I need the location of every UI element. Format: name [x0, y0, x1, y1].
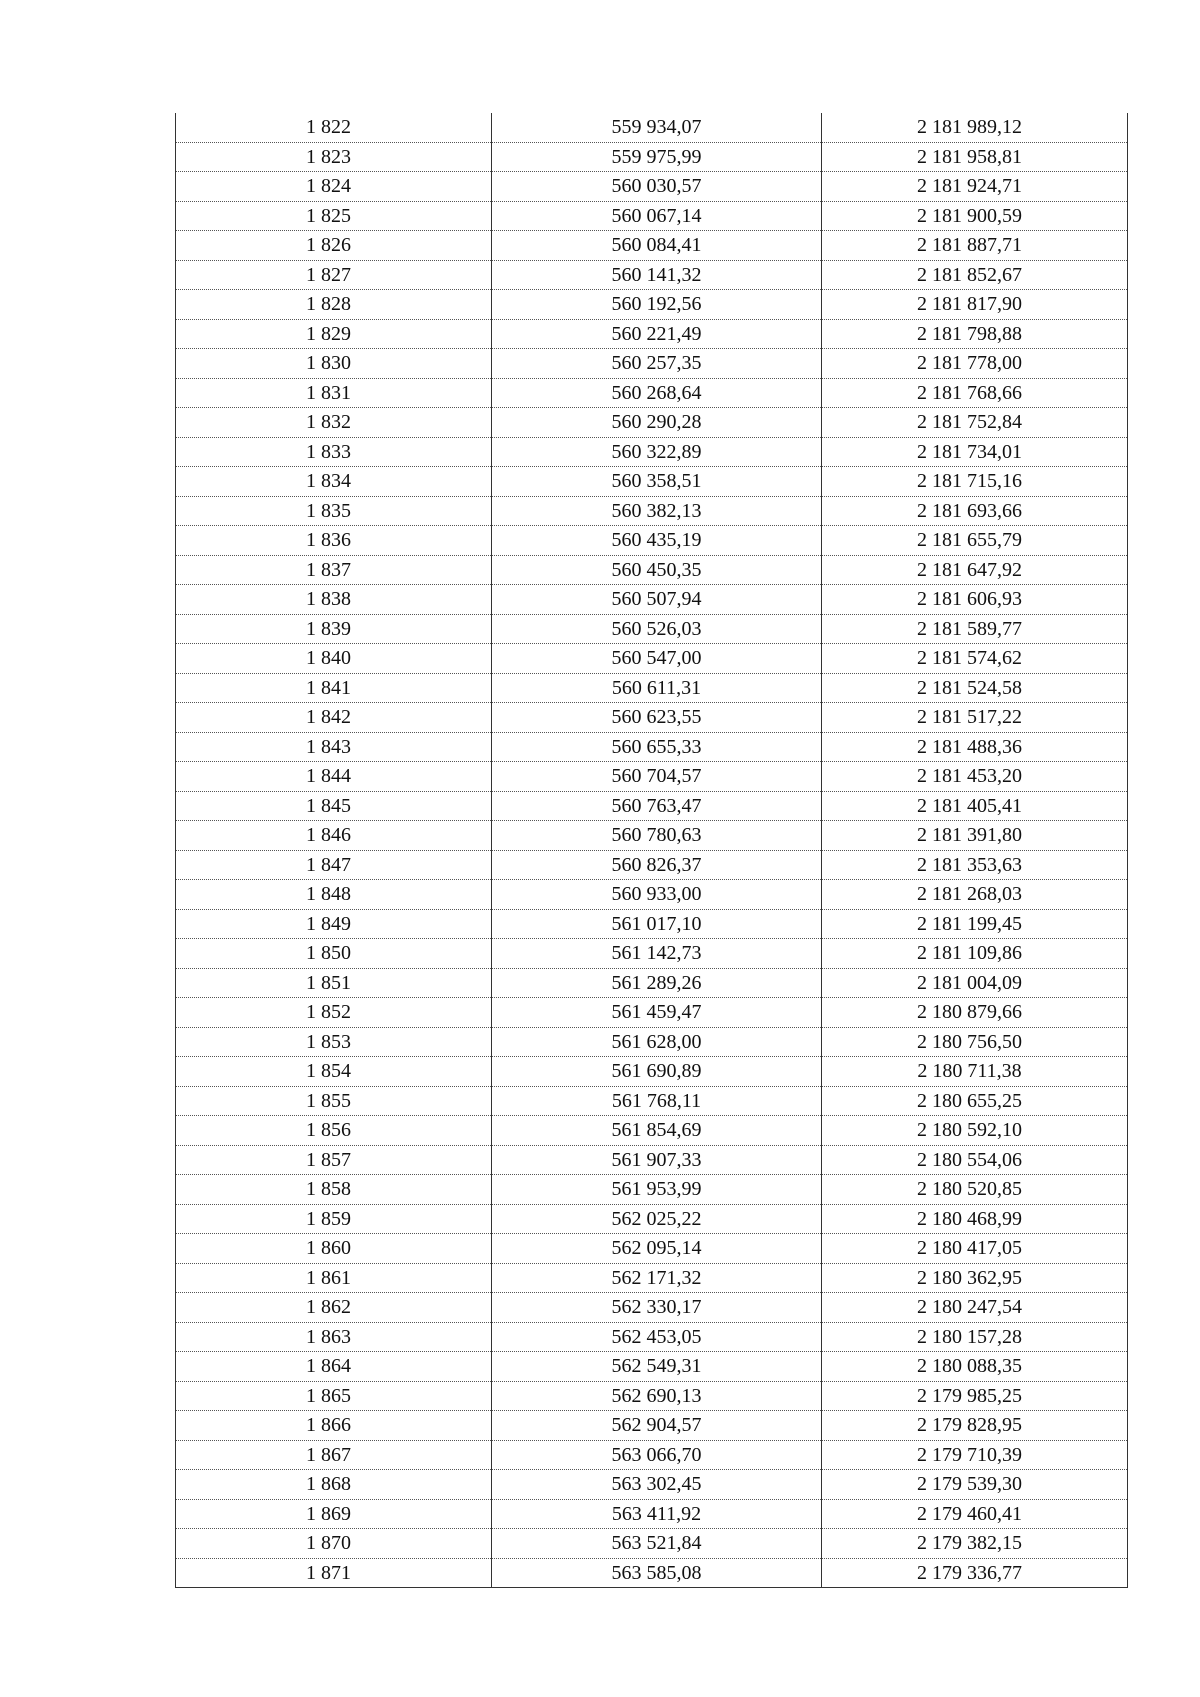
y-coordinate-cell: 2 181 268,03: [822, 880, 1128, 910]
table-row: [176, 172, 1128, 202]
y-coordinate-cell: 2 180 157,28: [822, 1322, 1128, 1352]
y-coordinate-cell: 2 179 460,41: [822, 1499, 1128, 1529]
y-coordinate-cell: 2 180 592,10: [822, 1116, 1128, 1146]
point-number-cell: 1 824: [176, 172, 492, 202]
y-coordinate-cell: 2 179 828,95: [822, 1411, 1128, 1441]
x-coordinate-cell: 560 655,33: [492, 732, 822, 762]
y-coordinate-cell: 2 181 798,88: [822, 319, 1128, 349]
y-coordinate-cell: 2 181 199,45: [822, 909, 1128, 939]
x-coordinate-cell: 560 826,37: [492, 850, 822, 880]
table-row: [176, 1411, 1128, 1441]
y-coordinate-cell: 2 181 391,80: [822, 821, 1128, 851]
table-row: [176, 1263, 1128, 1293]
x-coordinate-cell: 560 141,32: [492, 260, 822, 290]
point-number-cell: 1 845: [176, 791, 492, 821]
x-coordinate-cell: 560 358,51: [492, 467, 822, 497]
y-coordinate-cell: 2 181 004,09: [822, 968, 1128, 998]
y-coordinate-cell: 2 181 958,81: [822, 142, 1128, 172]
table-row: [176, 968, 1128, 998]
point-number-cell: 1 827: [176, 260, 492, 290]
table-row: [176, 260, 1128, 290]
x-coordinate-cell: 562 171,32: [492, 1263, 822, 1293]
table-row: [176, 1499, 1128, 1529]
point-number-cell: 1 855: [176, 1086, 492, 1116]
x-coordinate-cell: 562 904,57: [492, 1411, 822, 1441]
table-row: [176, 1440, 1128, 1470]
point-number-cell: 1 847: [176, 850, 492, 880]
point-number-cell: 1 869: [176, 1499, 492, 1529]
x-coordinate-cell: 561 142,73: [492, 939, 822, 969]
x-coordinate-cell: 560 450,35: [492, 555, 822, 585]
table-row: [176, 614, 1128, 644]
x-coordinate-cell: 560 547,00: [492, 644, 822, 674]
point-number-cell: 1 870: [176, 1529, 492, 1559]
y-coordinate-cell: 2 180 879,66: [822, 998, 1128, 1028]
table-row: [176, 998, 1128, 1028]
y-coordinate-cell: 2 180 711,38: [822, 1057, 1128, 1087]
point-number-cell: 1 850: [176, 939, 492, 969]
x-coordinate-cell: 563 521,84: [492, 1529, 822, 1559]
point-number-cell: 1 828: [176, 290, 492, 320]
table-row: [176, 467, 1128, 497]
table-row: [176, 1027, 1128, 1057]
table-row: [176, 319, 1128, 349]
point-number-cell: 1 863: [176, 1322, 492, 1352]
table-row: [176, 1175, 1128, 1205]
point-number-cell: 1 866: [176, 1411, 492, 1441]
table-row: [176, 850, 1128, 880]
table-row: [176, 231, 1128, 261]
y-coordinate-cell: 2 181 655,79: [822, 526, 1128, 556]
point-number-cell: 1 864: [176, 1352, 492, 1382]
x-coordinate-cell: 563 585,08: [492, 1558, 822, 1588]
point-number-cell: 1 844: [176, 762, 492, 792]
x-coordinate-cell: 561 907,33: [492, 1145, 822, 1175]
x-coordinate-cell: 561 854,69: [492, 1116, 822, 1146]
table-row: [176, 1352, 1128, 1382]
y-coordinate-cell: 2 180 417,05: [822, 1234, 1128, 1264]
y-coordinate-cell: 2 181 353,63: [822, 850, 1128, 880]
point-number-cell: 1 830: [176, 349, 492, 379]
y-coordinate-cell: 2 181 488,36: [822, 732, 1128, 762]
y-coordinate-cell: 2 181 852,67: [822, 260, 1128, 290]
y-coordinate-cell: 2 181 778,00: [822, 349, 1128, 379]
table-row: [176, 732, 1128, 762]
y-coordinate-cell: 2 181 524,58: [822, 673, 1128, 703]
point-number-cell: 1 834: [176, 467, 492, 497]
y-coordinate-cell: 2 180 362,95: [822, 1263, 1128, 1293]
table-row: [176, 1204, 1128, 1234]
x-coordinate-cell: 560 526,03: [492, 614, 822, 644]
x-coordinate-cell: 559 934,07: [492, 113, 822, 142]
x-coordinate-cell: 559 975,99: [492, 142, 822, 172]
table-row: [176, 644, 1128, 674]
point-number-cell: 1 831: [176, 378, 492, 408]
table-row: [176, 1322, 1128, 1352]
table-row: [176, 1293, 1128, 1323]
x-coordinate-cell: 560 623,55: [492, 703, 822, 733]
x-coordinate-cell: 560 322,89: [492, 437, 822, 467]
table-row: [176, 408, 1128, 438]
x-coordinate-cell: 560 763,47: [492, 791, 822, 821]
y-coordinate-cell: 2 179 710,39: [822, 1440, 1128, 1470]
point-number-cell: 1 837: [176, 555, 492, 585]
x-coordinate-cell: 562 025,22: [492, 1204, 822, 1234]
x-coordinate-cell: 560 268,64: [492, 378, 822, 408]
point-number-cell: 1 839: [176, 614, 492, 644]
table-row: [176, 437, 1128, 467]
table-row: [176, 791, 1128, 821]
x-coordinate-cell: 561 017,10: [492, 909, 822, 939]
y-coordinate-cell: 2 181 517,22: [822, 703, 1128, 733]
point-number-cell: 1 862: [176, 1293, 492, 1323]
table-row: [176, 349, 1128, 379]
y-coordinate-cell: 2 180 468,99: [822, 1204, 1128, 1234]
y-coordinate-cell: 2 181 693,66: [822, 496, 1128, 526]
y-coordinate-cell: 2 179 985,25: [822, 1381, 1128, 1411]
x-coordinate-cell: 561 289,26: [492, 968, 822, 998]
y-coordinate-cell: 2 181 405,41: [822, 791, 1128, 821]
x-coordinate-cell: 563 411,92: [492, 1499, 822, 1529]
y-coordinate-cell: 2 180 247,54: [822, 1293, 1128, 1323]
point-number-cell: 1 842: [176, 703, 492, 733]
x-coordinate-cell: 560 780,63: [492, 821, 822, 851]
y-coordinate-cell: 2 181 109,86: [822, 939, 1128, 969]
point-number-cell: 1 846: [176, 821, 492, 851]
x-coordinate-cell: 560 221,49: [492, 319, 822, 349]
table-row: [176, 526, 1128, 556]
point-number-cell: 1 854: [176, 1057, 492, 1087]
table-row: [176, 821, 1128, 851]
point-number-cell: 1 851: [176, 968, 492, 998]
table-row: [176, 378, 1128, 408]
table-row: [176, 585, 1128, 615]
table-row: [176, 1470, 1128, 1500]
y-coordinate-cell: 2 181 647,92: [822, 555, 1128, 585]
y-coordinate-cell: 2 181 817,90: [822, 290, 1128, 320]
y-coordinate-cell: 2 180 088,35: [822, 1352, 1128, 1382]
table-row: [176, 703, 1128, 733]
point-number-cell: 1 860: [176, 1234, 492, 1264]
y-coordinate-cell: 2 179 382,15: [822, 1529, 1128, 1559]
x-coordinate-cell: 560 192,56: [492, 290, 822, 320]
x-coordinate-cell: 563 066,70: [492, 1440, 822, 1470]
x-coordinate-cell: 561 768,11: [492, 1086, 822, 1116]
x-coordinate-cell: 560 704,57: [492, 762, 822, 792]
x-coordinate-cell: 561 953,99: [492, 1175, 822, 1205]
table-row: [176, 555, 1128, 585]
table-row: [176, 1529, 1128, 1559]
table-row: [176, 673, 1128, 703]
point-number-cell: 1 852: [176, 998, 492, 1028]
x-coordinate-cell: 560 290,28: [492, 408, 822, 438]
y-coordinate-cell: 2 181 752,84: [822, 408, 1128, 438]
point-number-cell: 1 868: [176, 1470, 492, 1500]
point-number-cell: 1 838: [176, 585, 492, 615]
point-number-cell: 1 867: [176, 1440, 492, 1470]
x-coordinate-cell: 562 549,31: [492, 1352, 822, 1382]
point-number-cell: 1 861: [176, 1263, 492, 1293]
y-coordinate-cell: 2 181 900,59: [822, 201, 1128, 231]
y-coordinate-cell: 2 179 539,30: [822, 1470, 1128, 1500]
coordinates-table-body: [176, 113, 1128, 1588]
y-coordinate-cell: 2 180 756,50: [822, 1027, 1128, 1057]
x-coordinate-cell: 562 095,14: [492, 1234, 822, 1264]
x-coordinate-cell: 560 933,00: [492, 880, 822, 910]
y-coordinate-cell: 2 181 574,62: [822, 644, 1128, 674]
table-row: [176, 1086, 1128, 1116]
x-coordinate-cell: 563 302,45: [492, 1470, 822, 1500]
y-coordinate-cell: 2 181 989,12: [822, 113, 1128, 142]
y-coordinate-cell: 2 180 520,85: [822, 1175, 1128, 1205]
x-coordinate-cell: 562 690,13: [492, 1381, 822, 1411]
y-coordinate-cell: 2 181 606,93: [822, 585, 1128, 615]
y-coordinate-cell: 2 181 589,77: [822, 614, 1128, 644]
point-number-cell: 1 836: [176, 526, 492, 556]
table-row: [176, 1145, 1128, 1175]
x-coordinate-cell: 560 435,19: [492, 526, 822, 556]
table-row: [176, 1116, 1128, 1146]
point-number-cell: 1 832: [176, 408, 492, 438]
table-row: [176, 1381, 1128, 1411]
x-coordinate-cell: 561 459,47: [492, 998, 822, 1028]
point-number-cell: 1 853: [176, 1027, 492, 1057]
x-coordinate-cell: 560 507,94: [492, 585, 822, 615]
x-coordinate-cell: 560 611,31: [492, 673, 822, 703]
table-row: [176, 1558, 1128, 1588]
table-row: [176, 113, 1128, 142]
point-number-cell: 1 848: [176, 880, 492, 910]
coordinates-table: [175, 113, 1128, 1588]
y-coordinate-cell: 2 181 887,71: [822, 231, 1128, 261]
table-row: [176, 939, 1128, 969]
table-row: [176, 1057, 1128, 1087]
x-coordinate-cell: 562 330,17: [492, 1293, 822, 1323]
point-number-cell: 1 826: [176, 231, 492, 261]
y-coordinate-cell: 2 181 924,71: [822, 172, 1128, 202]
point-number-cell: 1 835: [176, 496, 492, 526]
point-number-cell: 1 857: [176, 1145, 492, 1175]
point-number-cell: 1 841: [176, 673, 492, 703]
y-coordinate-cell: 2 181 768,66: [822, 378, 1128, 408]
point-number-cell: 1 871: [176, 1558, 492, 1588]
y-coordinate-cell: 2 181 734,01: [822, 437, 1128, 467]
table-row: [176, 201, 1128, 231]
point-number-cell: 1 822: [176, 113, 492, 142]
x-coordinate-cell: 561 690,89: [492, 1057, 822, 1087]
point-number-cell: 1 858: [176, 1175, 492, 1205]
y-coordinate-cell: 2 180 655,25: [822, 1086, 1128, 1116]
table-row: [176, 1234, 1128, 1264]
x-coordinate-cell: 560 084,41: [492, 231, 822, 261]
x-coordinate-cell: 560 030,57: [492, 172, 822, 202]
table-row: [176, 880, 1128, 910]
point-number-cell: 1 825: [176, 201, 492, 231]
x-coordinate-cell: 560 067,14: [492, 201, 822, 231]
table-row: [176, 290, 1128, 320]
point-number-cell: 1 840: [176, 644, 492, 674]
y-coordinate-cell: 2 179 336,77: [822, 1558, 1128, 1588]
x-coordinate-cell: 560 382,13: [492, 496, 822, 526]
table-row: [176, 762, 1128, 792]
point-number-cell: 1 856: [176, 1116, 492, 1146]
point-number-cell: 1 833: [176, 437, 492, 467]
x-coordinate-cell: 560 257,35: [492, 349, 822, 379]
y-coordinate-cell: 2 181 715,16: [822, 467, 1128, 497]
table-row: [176, 142, 1128, 172]
table-row: [176, 496, 1128, 526]
point-number-cell: 1 843: [176, 732, 492, 762]
point-number-cell: 1 829: [176, 319, 492, 349]
x-coordinate-cell: 562 453,05: [492, 1322, 822, 1352]
point-number-cell: 1 849: [176, 909, 492, 939]
y-coordinate-cell: 2 180 554,06: [822, 1145, 1128, 1175]
point-number-cell: 1 823: [176, 142, 492, 172]
y-coordinate-cell: 2 181 453,20: [822, 762, 1128, 792]
point-number-cell: 1 865: [176, 1381, 492, 1411]
table-row: [176, 909, 1128, 939]
point-number-cell: 1 859: [176, 1204, 492, 1234]
x-coordinate-cell: 561 628,00: [492, 1027, 822, 1057]
